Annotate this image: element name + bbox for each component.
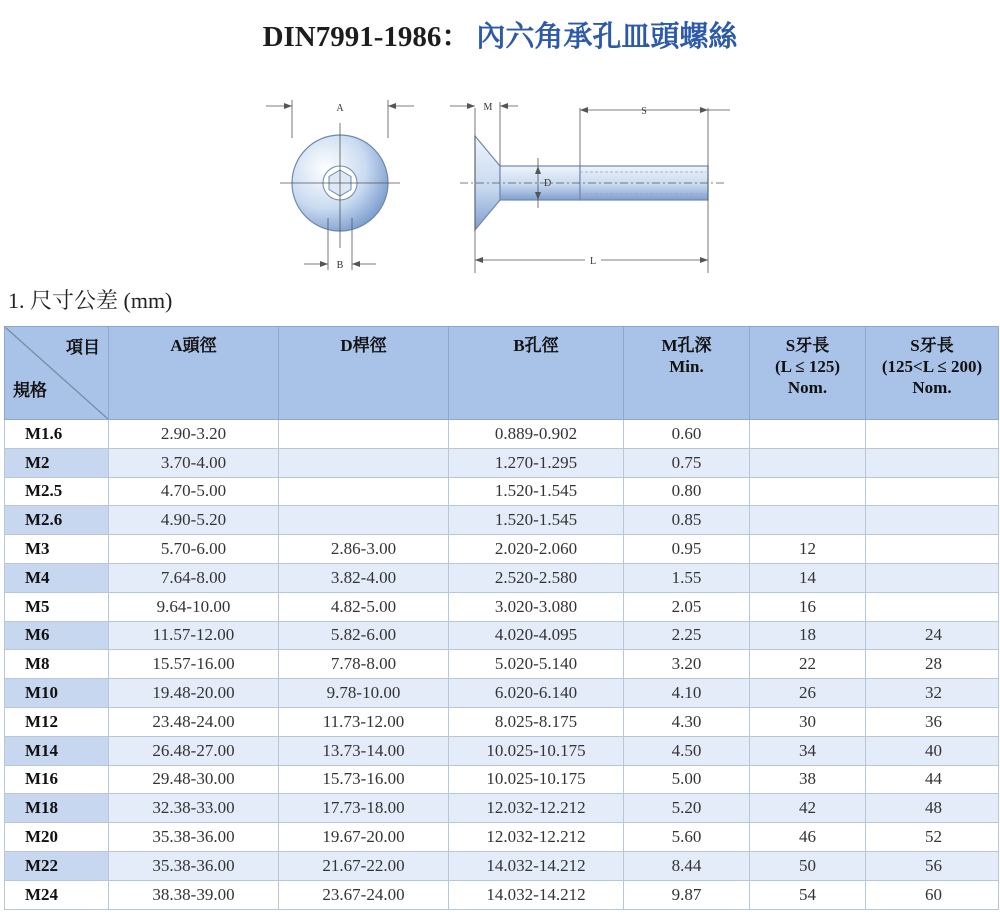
header-s2 xyxy=(866,327,999,420)
cell-m: 0.80 xyxy=(624,477,750,506)
cell-spec: M1.6 xyxy=(5,420,109,449)
label-m: M xyxy=(483,102,493,113)
cell-s2 xyxy=(866,420,999,449)
cell-s2: 52 xyxy=(866,823,999,852)
cell-s2 xyxy=(866,477,999,506)
table-row xyxy=(5,448,999,477)
cell-s2: 32 xyxy=(866,679,999,708)
cell-m: 5.00 xyxy=(624,765,750,794)
cell-s1: 18 xyxy=(750,621,866,650)
cell-a: 3.70-4.00 xyxy=(109,448,279,477)
head-top-view xyxy=(266,100,414,271)
cell-s1: 12 xyxy=(750,535,866,564)
cell-b: 10.025-10.175 xyxy=(449,736,624,765)
cell-s1 xyxy=(750,420,866,449)
cell-spec: M14 xyxy=(5,736,109,765)
label-s: S xyxy=(641,106,647,117)
cell-a: 11.57-12.00 xyxy=(109,621,279,650)
cell-d xyxy=(279,448,449,477)
cell-a: 23.48-24.00 xyxy=(109,707,279,736)
cell-d xyxy=(279,420,449,449)
table-row xyxy=(5,794,999,823)
cell-d: 11.73-12.00 xyxy=(279,707,449,736)
dimension-table xyxy=(4,326,999,910)
cell-b: 0.889-0.902 xyxy=(449,420,624,449)
cell-b: 2.020-2.060 xyxy=(449,535,624,564)
cell-a: 29.48-30.00 xyxy=(109,765,279,794)
header-d: D桿徑 xyxy=(279,327,449,420)
corner-spec-label: 規格 xyxy=(13,381,47,400)
cell-a: 35.38-36.00 xyxy=(109,851,279,880)
table-row xyxy=(5,880,999,909)
cell-s1: 46 xyxy=(750,823,866,852)
cell-spec: M3 xyxy=(5,535,109,564)
cell-spec: M24 xyxy=(5,880,109,909)
cell-m: 4.30 xyxy=(624,707,750,736)
cell-s2: 56 xyxy=(866,851,999,880)
table-row xyxy=(5,707,999,736)
cell-s2 xyxy=(866,563,999,592)
header-m-line1: M孔深 xyxy=(661,336,712,355)
corner-header xyxy=(5,327,109,420)
cell-d: 7.78-8.00 xyxy=(279,650,449,679)
cell-b: 8.025-8.175 xyxy=(449,707,624,736)
cell-s1: 34 xyxy=(750,736,866,765)
cell-s1: 54 xyxy=(750,880,866,909)
product-name: 內六角承孔皿頭螺絲 xyxy=(476,21,738,53)
cell-s2: 44 xyxy=(866,765,999,794)
table-header-row xyxy=(5,327,999,420)
cell-s1: 50 xyxy=(750,851,866,880)
cell-a: 4.70-5.00 xyxy=(109,477,279,506)
cell-b: 6.020-6.140 xyxy=(449,679,624,708)
table-row xyxy=(5,621,999,650)
cell-s1: 16 xyxy=(750,592,866,621)
cell-a: 4.90-5.20 xyxy=(109,506,279,535)
cell-spec: M18 xyxy=(5,794,109,823)
cell-d: 23.67-24.00 xyxy=(279,880,449,909)
cell-a: 9.64-10.00 xyxy=(109,592,279,621)
cell-s1: 38 xyxy=(750,765,866,794)
label-l: L xyxy=(589,256,597,267)
cell-m: 0.75 xyxy=(624,448,750,477)
label-b: B xyxy=(336,260,344,271)
header-s1-line3: Nom. xyxy=(787,378,828,397)
cell-s2: 48 xyxy=(866,794,999,823)
header-s2-line2: (125<L ≤ 200) xyxy=(881,357,983,376)
cell-a: 35.38-36.00 xyxy=(109,823,279,852)
cell-s1 xyxy=(750,448,866,477)
cell-s2: 60 xyxy=(866,880,999,909)
label-a: A xyxy=(336,103,344,114)
cell-s2 xyxy=(866,448,999,477)
cell-m: 9.87 xyxy=(624,880,750,909)
header-s1-line2: (L ≤ 125) xyxy=(774,357,841,376)
cell-a: 32.38-33.00 xyxy=(109,794,279,823)
table-row xyxy=(5,563,999,592)
cell-s1: 26 xyxy=(750,679,866,708)
cell-s2: 36 xyxy=(866,707,999,736)
cell-b: 10.025-10.175 xyxy=(449,765,624,794)
cell-m: 4.50 xyxy=(624,736,750,765)
section-heading: 1. 尺寸公差 (mm) xyxy=(8,288,173,313)
header-a: A頭徑 xyxy=(109,327,279,420)
table-row xyxy=(5,506,999,535)
cell-a: 26.48-27.00 xyxy=(109,736,279,765)
cell-spec: M5 xyxy=(5,592,109,621)
cell-s2: 40 xyxy=(866,736,999,765)
cell-d: 9.78-10.00 xyxy=(279,679,449,708)
cell-m: 4.10 xyxy=(624,679,750,708)
header-b: B孔徑 xyxy=(449,327,624,420)
cell-s2: 24 xyxy=(866,621,999,650)
cell-b: 12.032-12.212 xyxy=(449,794,624,823)
header-s2-line3: Nom. xyxy=(912,378,952,397)
cell-a: 19.48-20.00 xyxy=(109,679,279,708)
cell-m: 0.95 xyxy=(624,535,750,564)
cell-s1: 30 xyxy=(750,707,866,736)
screw-diagram xyxy=(260,88,740,278)
table-row xyxy=(5,765,999,794)
cell-d xyxy=(279,477,449,506)
cell-spec: M2 xyxy=(5,448,109,477)
cell-a: 5.70-6.00 xyxy=(109,535,279,564)
header-s2-line1: S牙長 xyxy=(910,336,954,355)
cell-a: 2.90-3.20 xyxy=(109,420,279,449)
cell-a: 7.64-8.00 xyxy=(109,563,279,592)
cell-a: 38.38-39.00 xyxy=(109,880,279,909)
cell-s2: 28 xyxy=(866,650,999,679)
header-m-line2: Min. xyxy=(669,357,704,376)
table-row xyxy=(5,650,999,679)
table-row xyxy=(5,592,999,621)
cell-spec: M2.5 xyxy=(5,477,109,506)
corner-item-label: 項目 xyxy=(66,338,100,357)
cell-b: 12.032-12.212 xyxy=(449,823,624,852)
header-s1-line1: S牙長 xyxy=(785,336,830,355)
page-title xyxy=(0,14,1000,55)
table-row xyxy=(5,477,999,506)
cell-d xyxy=(279,506,449,535)
cell-b: 3.020-3.080 xyxy=(449,592,624,621)
cell-b: 4.020-4.095 xyxy=(449,621,624,650)
cell-m: 0.85 xyxy=(624,506,750,535)
cell-d: 19.67-20.00 xyxy=(279,823,449,852)
table-row xyxy=(5,679,999,708)
cell-s1: 22 xyxy=(750,650,866,679)
cell-s1 xyxy=(750,477,866,506)
header-m xyxy=(624,327,750,420)
cell-b: 5.020-5.140 xyxy=(449,650,624,679)
cell-a: 15.57-16.00 xyxy=(109,650,279,679)
cell-m: 5.60 xyxy=(624,823,750,852)
cell-s1: 14 xyxy=(750,563,866,592)
cell-b: 14.032-14.212 xyxy=(449,880,624,909)
header-s1 xyxy=(750,327,866,420)
cell-spec: M8 xyxy=(5,650,109,679)
cell-s2 xyxy=(866,506,999,535)
cell-spec: M12 xyxy=(5,707,109,736)
cell-d: 3.82-4.00 xyxy=(279,563,449,592)
cell-d: 21.67-22.00 xyxy=(279,851,449,880)
cell-d: 15.73-16.00 xyxy=(279,765,449,794)
cell-b: 2.520-2.580 xyxy=(449,563,624,592)
table-row xyxy=(5,851,999,880)
cell-spec: M20 xyxy=(5,823,109,852)
cell-m: 8.44 xyxy=(624,851,750,880)
cell-m: 2.05 xyxy=(624,592,750,621)
cell-d: 2.86-3.00 xyxy=(279,535,449,564)
cell-spec: M6 xyxy=(5,621,109,650)
cell-m: 0.60 xyxy=(624,420,750,449)
cell-m: 3.20 xyxy=(624,650,750,679)
cell-spec: M22 xyxy=(5,851,109,880)
cell-m: 1.55 xyxy=(624,563,750,592)
table-row xyxy=(5,823,999,852)
cell-d: 4.82-5.00 xyxy=(279,592,449,621)
label-d: D xyxy=(544,178,552,189)
cell-spec: M4 xyxy=(5,563,109,592)
standard-code: DIN7991-1986： xyxy=(262,21,471,53)
cell-b: 1.520-1.545 xyxy=(449,506,624,535)
cell-m: 2.25 xyxy=(624,621,750,650)
screw-side-view xyxy=(450,102,730,273)
cell-d: 17.73-18.00 xyxy=(279,794,449,823)
cell-b: 1.270-1.295 xyxy=(449,448,624,477)
cell-spec: M10 xyxy=(5,679,109,708)
cell-b: 14.032-14.212 xyxy=(449,851,624,880)
cell-m: 5.20 xyxy=(624,794,750,823)
cell-s1: 42 xyxy=(750,794,866,823)
table-row xyxy=(5,736,999,765)
cell-s1 xyxy=(750,506,866,535)
cell-spec: M2.6 xyxy=(5,506,109,535)
cell-spec: M16 xyxy=(5,765,109,794)
cell-s2 xyxy=(866,592,999,621)
cell-d: 5.82-6.00 xyxy=(279,621,449,650)
cell-b: 1.520-1.545 xyxy=(449,477,624,506)
cell-d: 13.73-14.00 xyxy=(279,736,449,765)
table-row xyxy=(5,420,999,449)
cell-s2 xyxy=(866,535,999,564)
table-row xyxy=(5,535,999,564)
